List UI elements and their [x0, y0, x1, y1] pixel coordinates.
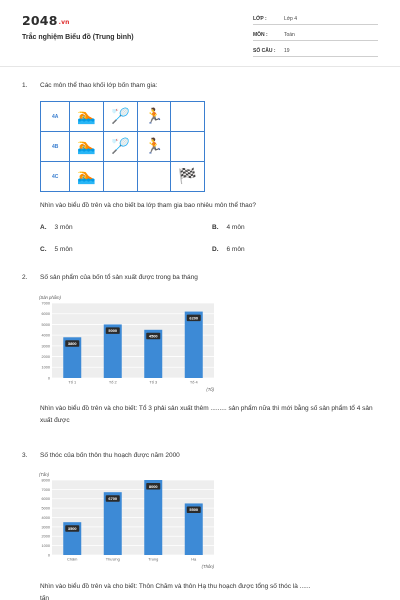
- q1-prompt: Các môn thể thao khối lớp bốn tham gia:: [40, 82, 158, 89]
- swimmer-icon: 🏊: [77, 167, 97, 185]
- meta-count-key: SỐ CÂU :: [253, 48, 276, 54]
- meta-count-row: [253, 45, 378, 57]
- option-letter: C.: [40, 246, 47, 253]
- sport-cell: [137, 132, 171, 162]
- q2-chart-svg: [38, 292, 218, 394]
- header-divider: [0, 66, 400, 67]
- sport-cell: [70, 132, 104, 162]
- sports-row-4b: [41, 132, 205, 162]
- y-tick-label: 6000: [41, 497, 50, 502]
- data-label: 3500: [67, 525, 77, 531]
- option-text: 3 môn: [54, 224, 73, 231]
- x-axis-label: (Tổ): [206, 387, 214, 392]
- q3-question-text: Nhìn vào biểu đồ trên và cho biết: Thôn Chăm và thôn Hạ thu hoạch được tổng số thóc là ......: [40, 583, 311, 590]
- runner-icon: 🏃: [144, 137, 164, 155]
- sport-cell: [137, 102, 171, 132]
- q1-question: Nhìn vào biểu đồ trên và cho biết ba lớp tham gia bao nhiêu môn thể thao?: [40, 202, 257, 209]
- q3-chart-svg: [38, 469, 218, 571]
- class-label: 4A: [41, 102, 70, 132]
- x-tick-label: Chăm: [67, 556, 78, 562]
- site-logo[interactable]: [22, 13, 70, 28]
- runner-icon: 🏃: [144, 107, 164, 125]
- q1-option-a[interactable]: [40, 224, 73, 231]
- badminton-icon: 🏸: [111, 107, 130, 125]
- meta-count-value: 19: [284, 48, 290, 54]
- y-axis-label: (Tấn): [39, 472, 50, 477]
- y-tick-label: 3000: [41, 344, 50, 349]
- data-label: 4500: [148, 333, 158, 339]
- sports-table: [40, 101, 205, 192]
- finish-runner-icon: 🏁: [178, 167, 197, 185]
- y-tick-label: 0: [47, 553, 50, 558]
- q1-option-c[interactable]: [40, 246, 73, 253]
- worksheet-header: [0, 0, 400, 66]
- x-axis-label: (Thôn): [201, 564, 214, 569]
- option-letter: D.: [212, 246, 219, 253]
- q3-prompt: Số thóc của bốn thôn thu hoạch được năm 2000: [40, 452, 180, 459]
- x-tick-label: Thượng: [105, 556, 120, 562]
- option-text: 6 môn: [226, 246, 245, 253]
- meta-class-value: Lớp 4: [284, 16, 298, 22]
- y-axis-label: (Sản phẩm): [39, 295, 61, 300]
- data-label: 8000: [148, 483, 158, 489]
- x-tick-label: Tổ 1: [68, 379, 77, 385]
- sport-cell-empty: [104, 162, 138, 192]
- sports-row-4c: [41, 162, 205, 192]
- sport-cell-empty: [171, 102, 205, 132]
- data-label: 6200: [189, 315, 199, 321]
- badminton-icon: 🏸: [111, 137, 130, 155]
- option-letter: A.: [40, 224, 47, 231]
- q3-number: 3.: [22, 452, 28, 459]
- y-tick-label: 0: [47, 376, 50, 381]
- option-text: 4 môn: [226, 224, 245, 231]
- y-tick-label: 1000: [41, 365, 50, 370]
- q2-bar-chart: [38, 292, 218, 394]
- data-label: 5500: [189, 507, 199, 513]
- y-tick-label: 5000: [41, 322, 50, 327]
- y-tick-label: 5000: [41, 506, 50, 511]
- sport-cell: [171, 162, 205, 192]
- q2-prompt: Số sản phẩm của bốn tổ sản xuất được trong ba tháng: [40, 274, 198, 281]
- y-tick-label: 8000: [41, 478, 50, 483]
- y-tick-label: 7000: [41, 487, 50, 492]
- meta-subject-row: [253, 29, 378, 41]
- y-tick-label: 4000: [41, 333, 50, 338]
- worksheet-title: Trắc nghiệm Biểu đồ (Trung bình): [22, 34, 134, 41]
- y-tick-label: 6000: [41, 312, 50, 317]
- q1-option-b[interactable]: [212, 224, 245, 231]
- q1-option-d[interactable]: [212, 246, 245, 253]
- y-tick-label: 7000: [41, 301, 50, 306]
- y-tick-label: 1000: [41, 544, 50, 549]
- data-label: 6700: [108, 495, 118, 501]
- sport-cell: [104, 102, 138, 132]
- q3-question: [40, 581, 385, 600]
- meta-class-key: LỚP :: [253, 16, 267, 22]
- y-tick-label: 4000: [41, 515, 50, 520]
- option-text: 5 môn: [54, 246, 73, 253]
- bar: [185, 312, 203, 378]
- logo-text: 2048: [22, 13, 58, 28]
- x-tick-label: Hạ: [191, 556, 197, 562]
- x-tick-label: Tổ 3: [149, 379, 158, 385]
- q1-number: 1.: [22, 82, 28, 89]
- sport-cell: [104, 132, 138, 162]
- bar: [144, 480, 162, 555]
- sports-row-4a: [41, 102, 205, 132]
- y-tick-label: 3000: [41, 525, 50, 530]
- q2-number: 2.: [22, 274, 28, 281]
- x-tick-label: Tổ 2: [108, 379, 117, 385]
- sport-cell: [70, 102, 104, 132]
- x-tick-label: Tổ 4: [189, 379, 198, 385]
- logo-suffix: .vn: [58, 19, 70, 26]
- y-tick-label: 2000: [41, 534, 50, 539]
- class-label: 4B: [41, 132, 70, 162]
- x-tick-label: Trung: [148, 556, 159, 562]
- q3-question-unit: tấn: [40, 595, 50, 600]
- sport-cell-empty: [137, 162, 171, 192]
- data-label: 3800: [67, 341, 77, 347]
- swimmer-icon: 🏊: [77, 137, 97, 155]
- option-letter: B.: [212, 224, 219, 231]
- swimmer-icon: 🏊: [77, 107, 97, 125]
- sport-cell-empty: [171, 132, 205, 162]
- meta-subject-value: Toán: [284, 32, 295, 38]
- y-tick-label: 2000: [41, 354, 50, 359]
- meta-subject-key: MÔN :: [253, 32, 268, 38]
- sport-cell: [70, 162, 104, 192]
- q2-question: Nhìn vào biểu đồ trên và cho biết: Tổ 3 phải sản xuất thêm ......... sản phẩm nữa thì mới bằng số sản phẩm tổ 4 sản xuất được: [40, 405, 373, 424]
- meta-class-row: [253, 13, 378, 25]
- q3-bar-chart: [38, 469, 218, 571]
- class-label: 4C: [41, 162, 70, 192]
- data-label: 5000: [108, 328, 118, 334]
